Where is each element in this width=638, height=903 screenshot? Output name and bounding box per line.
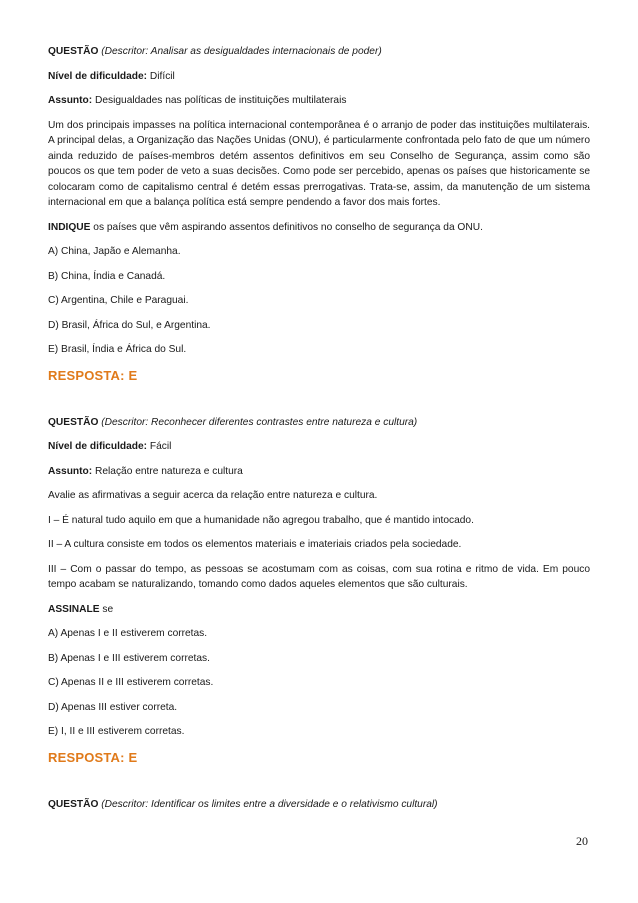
q1-assunto-label: Assunto: [48,95,93,106]
q1-header [48,44,590,60]
q2-option-d: D) Apenas III estiver correta. [48,701,178,713]
page-number: 20 [576,834,588,848]
q3-descritor: (Descritor: Identificar os limites entre a diversidade e o relativismo cultural) [101,798,438,810]
q1-paragraph: Um dos principais impasses na política internacional contemporânea é o arranjo de poder das instituições multilaterais. A principal delas, a Organização das Nações Unidas (ONU), é particularmente confrontada pelo fato de que um número ainda reduzido de países-membros detém assentos definitivos em seu Conselho de Segurança, assim como são poucos os que tem poder de veto a suas decisões. Como pode ser percebido, apenas os países que historicamente se colocaram como de capitalismo central é detém essas prerrogativas. Trata-se, assim, da manutenção de um sistema internacional em que a balança política está sempre pendendo a favor dos mais fortes. [48,119,590,208]
q2-nivel-label: Nível de dificuldade: [48,441,148,452]
q2-assunto-label: Assunto: [48,465,93,477]
q2-statement-2: II – A cultura consiste em todos os elementos materiais e imateriais criados pela sociedade. [48,539,462,550]
q1-option-d: D) Brasil, África do Sul, e Argentina. [48,319,211,331]
q1-command-label: INDIQUE [48,221,91,233]
q1-nivel-label: Nível de dificuldade: [48,70,148,82]
q2-label: QUESTÃO [48,416,99,428]
q2-assunto [48,464,590,480]
q2-option-b: B) Apenas I e III estiverem corretas. [48,652,210,664]
q2-nivel [48,439,590,455]
q3-label: QUESTÃO [48,798,99,810]
q1-descritor: (Descritor: Analisar as desigualdades internacionais de poder) [101,46,382,57]
q2-assunto-value: Relação entre natureza e cultura [95,465,243,477]
q2-descritor: (Descritor: Reconhecer diferentes contrastes entre natureza e cultura) [101,416,418,428]
q2-header [48,415,590,431]
q1-option-b: B) China, Índia e Canadá. [48,270,166,282]
q2-option-c: C) Apenas II e III estiverem corretas. [48,677,214,688]
q1-resposta: RESPOSTA: E [48,367,138,383]
q2-command [48,602,590,618]
q2-command-text: se [99,603,114,615]
q2-option-e: E) I, II e III estiverem corretas. [48,726,185,737]
q1-assunto-value: Desigualdades nas políticas de instituições multilaterais [95,95,347,106]
q1-command-text: os países que vêm aspirando assentos definitivos no conselho de segurança da ONU. [90,221,483,233]
q2-command-label: ASSINALE [48,603,100,615]
q3-header [48,797,590,813]
q1-assunto [48,93,590,109]
q2-statement-3: III – Com o passar do tempo, as pessoas se acostumam com as coisas, com sua rotina e ritmo de vida. Em pouco tempo acabam se naturalizando, tomando como dados aqueles elementos que são culturais. [48,563,590,590]
q1-nivel [48,69,590,85]
q1-nivel-value: Difícil [149,70,175,82]
document-page [48,44,590,812]
q2-intro: Avalie as afirmativas a seguir acerca da relação entre natureza e cultura. [48,490,378,501]
q2-statement-1: I – É natural tudo aquilo em que a humanidade não agregou trabalho, que é mantido intocado. [48,514,474,526]
q2-option-a: A) Apenas I e II estiverem corretas. [48,628,208,639]
q2-nivel-value: Fácil [149,441,172,452]
q1-command [48,220,590,236]
q1-option-c: C) Argentina, Chile e Paraguai. [48,295,189,306]
q1-label: QUESTÃO [48,46,99,57]
q1-option-e: E) Brasil, Índia e África do Sul. [48,344,187,355]
q2-resposta: RESPOSTA: E [48,749,138,765]
q1-option-a: A) China, Japão e Alemanha. [48,246,181,257]
